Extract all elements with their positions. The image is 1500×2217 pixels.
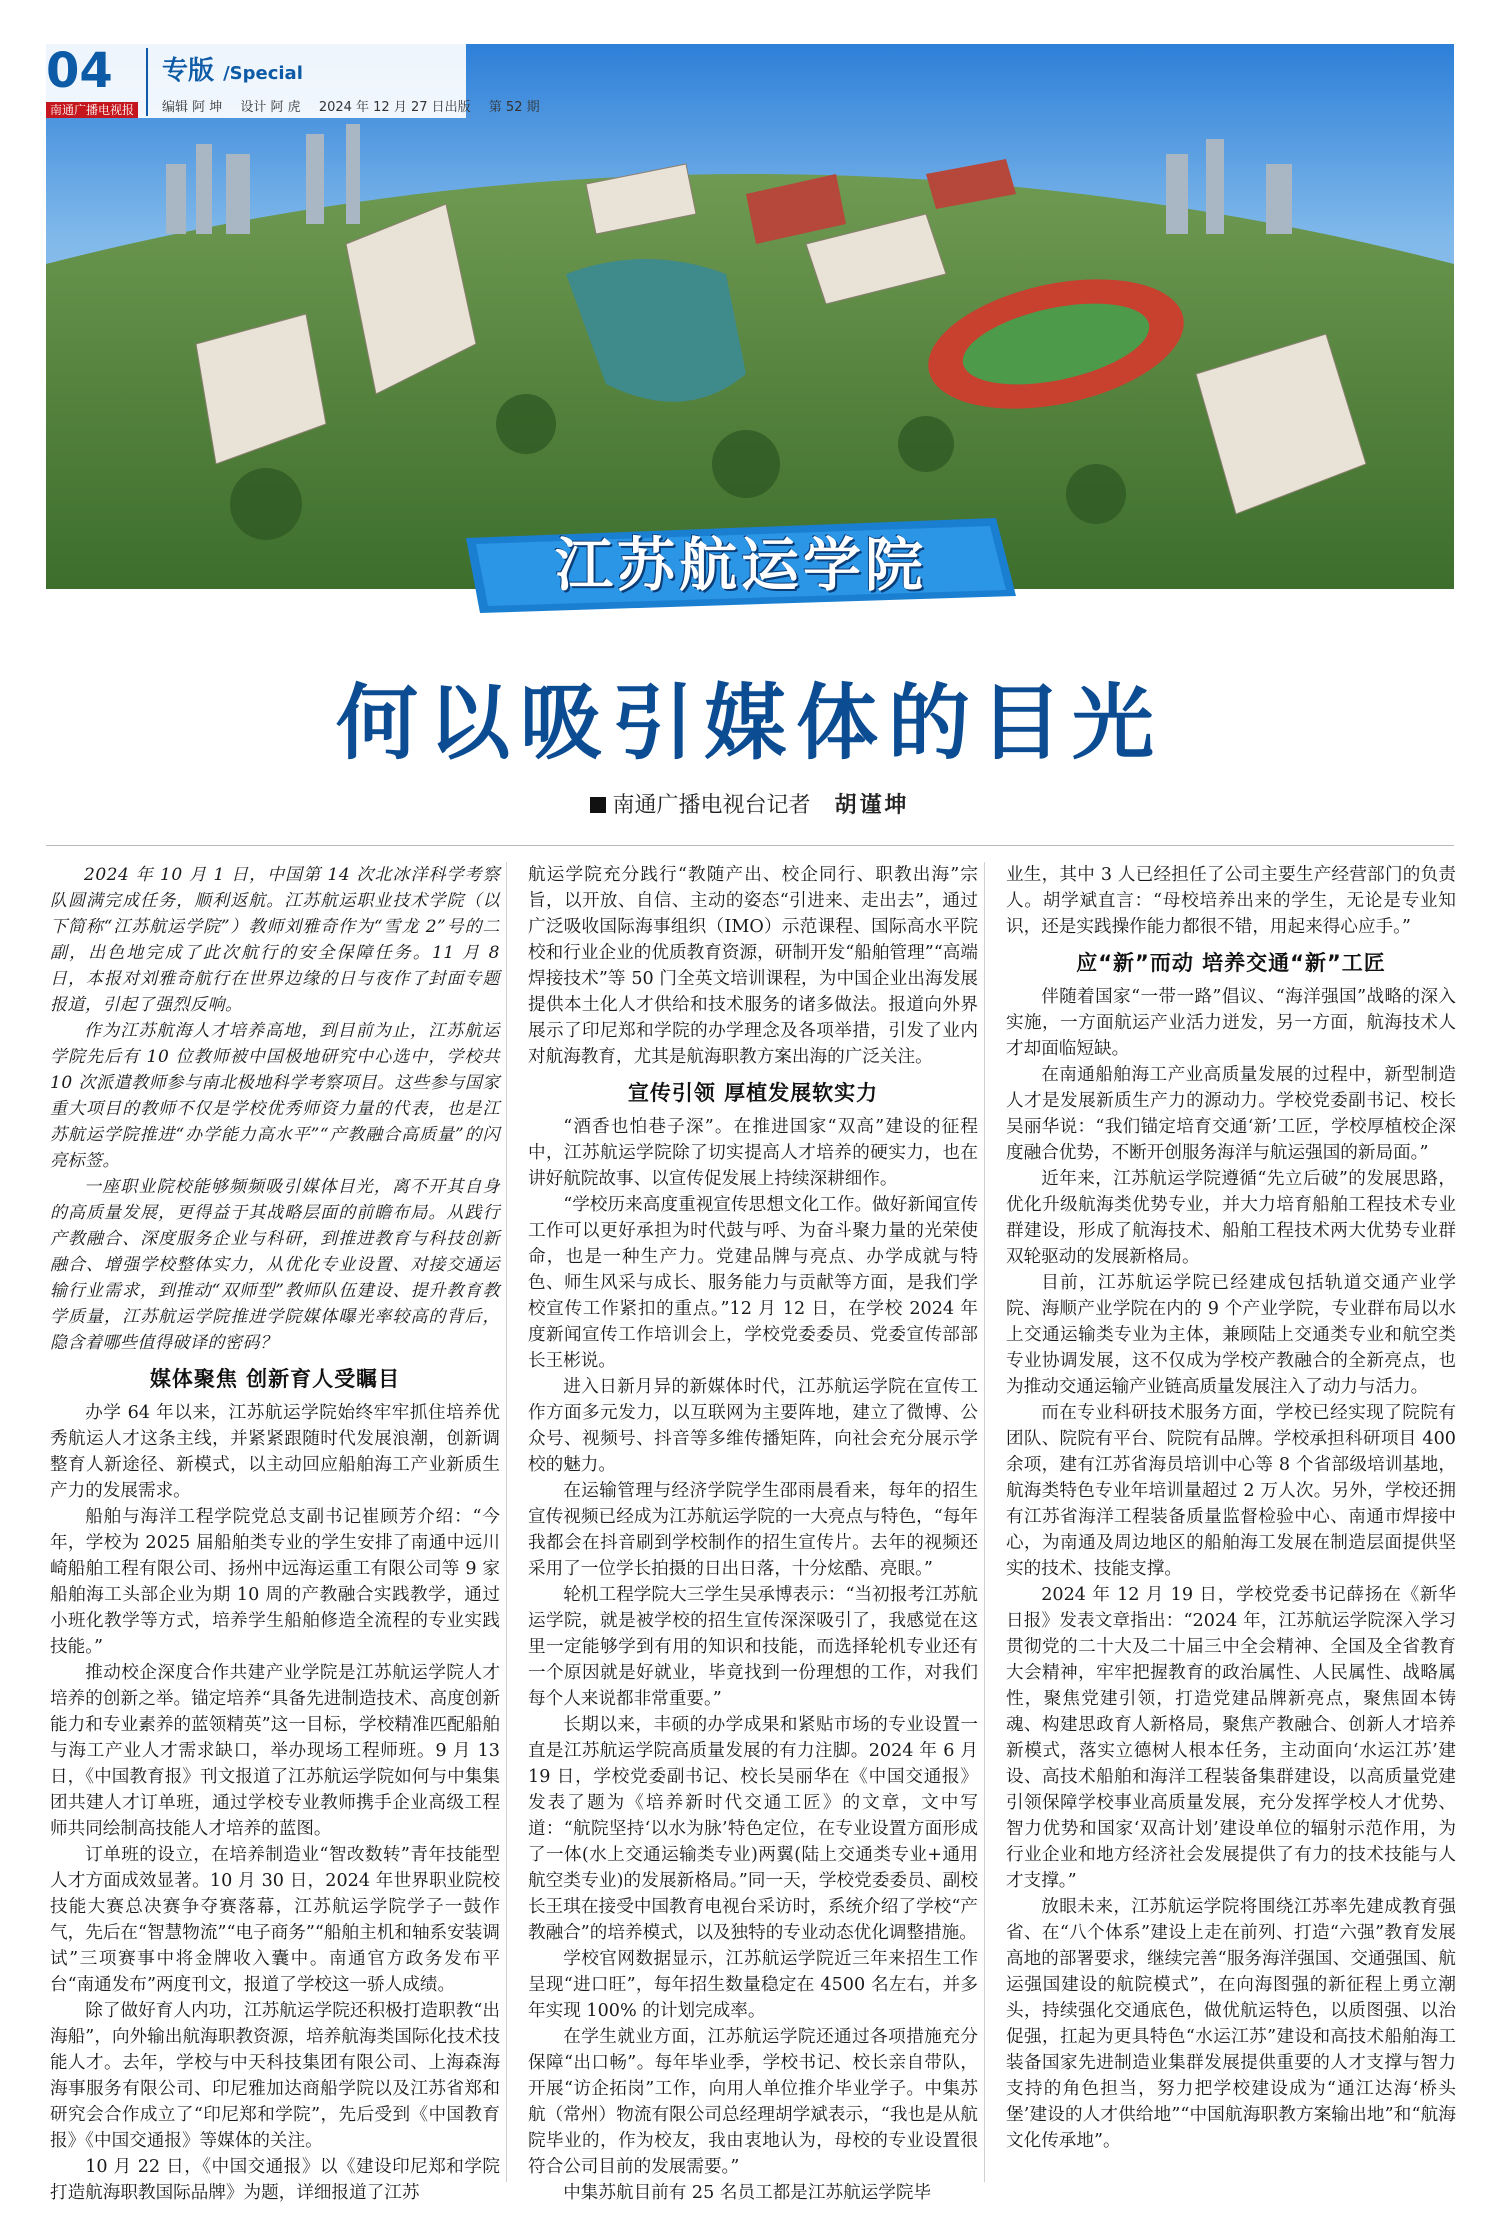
intro-paragraph: 作为江苏航海人才培养高地，到目前为止，江苏航运学院先后有 10 位教师被中国极地研究中心选中，学校共 10 次派遣教师参与南北极地科学考察项目。这些参与国家重大项目的教师不仅是学校优秀师资力量的代表，也是江苏航运学院推进“办学能力高水平”“产教融合高质量”的闪亮标签。 bbox=[50, 1021, 500, 1171]
body-paragraph: 推动校企深度合作共建产业学院是江苏航运学院人才培养的创新之举。锚定培养“具备先进制造技术、高度创新能力和专业素养的蓝领精英”这一目标，学校精准匹配船舶与海工产业人才需求缺口，举办现场工程师班。9 月 13 日，《中国教育报》刊文报道了江苏航运学院如何与中集集团共建人才订单班，通过学校专业教师携手企业高级工程师共同绘制高技能人才培养的蓝图。 bbox=[50, 1663, 500, 1839]
title-banner bbox=[466, 518, 1016, 613]
section-cn: 专版 bbox=[162, 56, 215, 86]
intro-paragraph: 一座职业院校能够频频吸引媒体目光，离不开其自身的高质量发展，更得益于其战略层面的前瞻布局。从践行产教融合、深度服务企业与科研，到推进教育与科技创新融合、增强学校整体实力，从优化专业设置、对接交通运输行业需求，到推动“双师型”教师队伍建设、提升教育教学质量，江苏航运学院推进学院媒体曝光率较高的背后，隐含着哪些值得破译的密码？ bbox=[50, 1177, 500, 1353]
byline bbox=[0, 788, 1500, 819]
paper-name: 南通广播电视报 bbox=[46, 102, 138, 118]
body-paragraph: 长期以来，丰硕的办学成果和紧贴市场的专业设置一直是江苏航运学院高质量发展的有力注脚。2024 年 6 月 19 日，学校党委副书记、校长吴丽华在《中国交通报》发表了题为《培养新时代交通工匠》的文章，文中写道：“航院坚持‘以水为脉’特色定位，在专业设置方面形成了一体(水上交通运输类专业)两翼(陆上交通类专业+通用航空类专业)的发展新格局。”同一天，学校党委委员、副校长王琪在接受中国教育电视台采访时，系统介绍了学校“产教融合”的培养模式，以及独特的专业动态优化调整措施。 bbox=[528, 1715, 978, 1943]
column-3 bbox=[1006, 862, 1456, 2154]
body-paragraph: 在学生就业方面，江苏航运学院还通过各项措施充分保障“出口畅”。每年毕业季，学校书记、校长亲自带队，开展“访企拓岗”工作，向用人单位推介毕业学子。中集苏航（常州）物流有限公司总经理胡学斌表示，“我也是从航院毕业的，作为校友，我由衷地认为，母校的专业设置很符合公司目前的发展需要。” bbox=[528, 2027, 978, 2177]
body-paragraph: 轮机工程学院大三学生吴承博表示：“当初报考江苏航运学院，就是被学校的招生宣传深深吸引了，我感觉在这里一定能够学到有用的知识和技能，而选择轮机专业还有一个原因就是好就业，毕竟找到一份理想的工作，对我们每个人来说都非常重要。” bbox=[528, 1585, 978, 1709]
body-paragraph-continued: 业生，其中 3 人已经担任了公司主要生产经营部门的负责人。胡学斌直言：“母校培养出来的学生，无论是专业知识，还是实践操作能力都很不错，用起来得心应手。” bbox=[1006, 865, 1456, 937]
column-separator bbox=[506, 862, 507, 2182]
masthead-divider bbox=[146, 48, 148, 116]
body-paragraph: 伴随着国家“一带一路”倡议、“海洋强国”战略的深入实施，一方面航运产业活力迸发，另一方面，航海技术人才却面临短缺。 bbox=[1006, 987, 1456, 1059]
masthead-info bbox=[162, 96, 554, 115]
body-paragraph: 进入日新月异的新媒体时代，江苏航运学院在宣传工作方面多元发力，以互联网为主要阵地，建立了微博、公众号、视频号、抖音等多维传播矩阵，向社会充分展示学校的魅力。 bbox=[528, 1377, 978, 1475]
body-paragraph: “酒香也怕巷子深”。在推进国家“双高”建设的征程中，江苏航运学院除了切实提高人才培养的硬实力，也在讲好航院故事、以宣传促发展上持续深耕细作。 bbox=[528, 1117, 978, 1189]
body-paragraph: 订单班的设立，在培养制造业“智改数转”青年技能型人才方面成效显著。10 月 30 日，2024 年世界职业院校技能大赛总决赛争夺赛落幕，江苏航运学院学子一鼓作气，先后在“智慧物流”“电子商务”“船舶主机和轴系安装调试”三项赛事中将金牌收入囊中。南通官方政务发布平台“南通发布”两度刊文，报道了学校这一骄人成绩。 bbox=[50, 1845, 500, 1995]
body-paragraph: 除了做好育人内功，江苏航运学院还积极打造职教“出海船”，向外输出航海职教资源，培养航海类国际化技术技能人才。去年，学校与中天科技集团有限公司、上海森海海事服务有限公司、印尼雅加达商船学院以及江苏省郑和研究会合作成立了“印尼郑和学院”，先后受到《中国教育报》《中国交通报》等媒体的关注。 bbox=[50, 2001, 500, 2151]
header-rule bbox=[46, 845, 1454, 846]
body-paragraph: 近年来，江苏航运学院遵循“先立后破”的发展思路，优化升级航海类优势专业，并大力培育船舶工程技术专业群建设，形成了航海技术、船舶工程技术两大优势专业群双轮驱动的发展新格局。 bbox=[1006, 1169, 1456, 1267]
body-paragraph: 中集苏航目前有 25 名员工都是江苏航运学院毕 bbox=[563, 2183, 932, 2203]
body-paragraph: 而在专业科研技术服务方面，学校已经实现了院院有团队、院院有平台、院院有品牌。学校承担科研项目 400 余项，建有江苏省海员培训中心等 8 个省部级培训基地，航海类特色专业年培训量超过 2 万人次。另外，学校还拥有江苏省海洋工程装备质量监督检验中心、南通市焊接中心，为南通及周边地区的船舶海工发展在制造层面提供坚实的技术、技能支撑。 bbox=[1006, 1403, 1456, 1579]
byline-square-icon bbox=[590, 797, 606, 813]
body-paragraph: 在南通船舶海工产业高质量发展的过程中，新型制造人才是发展新质生产力的源动力。学校党委副书记、校长吴丽华说：“我们锚定培育交通‘新’工匠，学校厚植校企深度融合优势，不断开创服务海洋与航运强国的新局面。” bbox=[1006, 1065, 1456, 1163]
section-heading-1: 媒体聚焦 创新育人受瞩目 bbox=[149, 1367, 401, 1391]
column-separator bbox=[984, 862, 985, 2182]
masthead bbox=[46, 44, 1454, 118]
body-paragraph: 目前，江苏航运学院已经建成包括轨道交通产业学院、海顺产业学院在内的 9 个产业学院，专业群布局以水上交通运输类专业为主体，兼顾陆上交通类专业和航空类专业协调发展，这不仅成为学校产教融合的全新亮点，也为推动交通运输产业链高质量发展注入了动力与活力。 bbox=[1006, 1273, 1456, 1397]
body-paragraph: 船舶与海洋工程学院党总支副书记崔顾芳介绍：“今年，学校为 2025 届船舶类专业的学生安排了南通中远川崎船舶工程有限公司、扬州中远海运重工有限公司等 9 家船舶海工头部企业为期 10 周的产教融合实践教学，通过小班化教学等方式，培养学生船舶修造全流程的专业实践技能。” bbox=[50, 1507, 500, 1657]
body-paragraph: 在运输管理与经济学院学生邵雨晨看来，每年的招生宣传视频已经成为江苏航运学院的一大亮点与特色，“每年我都会在抖音刷到学校制作的招生宣传片。去年的视频还采用了一位学长拍摄的日出日落，十分炫酷、亮眼。” bbox=[528, 1481, 978, 1579]
campus-aerial-photo bbox=[46, 44, 1454, 589]
body-paragraph: 10 月 22 日，《中国交通报》以《建设印尼郑和学院打造航海职教国际品牌》为题，详细报道了江苏 bbox=[50, 2157, 500, 2203]
body-paragraph: 放眼未来，江苏航运学院将围绕江苏率先建成教育强省、在“八个体系”建设上走在前列、打造“六强”教育发展高地的部署要求，继续完善“服务海洋强国、交通强国、航运强国建设的航院模式”，在向海图强的新征程上勇立潮头，持续强化交通底色，做优航运特色，以质图强、以治促强，扛起为更具特色“水运江苏”建设和高技术船舶海工装备国家先进制造业集群发展提供重要的人才支撑与智力支持的角色担当，努力把学校建设成为“通江达海‘桥头堡’建设的人才供给地”“中国航海职教方案输出地”和“航海文化传承地”。 bbox=[1006, 1897, 1456, 2151]
designer-credit: 设计 阿 虎 bbox=[240, 100, 301, 115]
byline-org: 南通广播电视台记者 bbox=[612, 793, 811, 818]
byline-name: 胡谨坤 bbox=[834, 793, 910, 818]
editor-credit: 编辑 阿 坤 bbox=[162, 100, 223, 115]
section-heading-2: 宣传引领 厚植发展软实力 bbox=[627, 1081, 879, 1105]
section-heading-3: 应“新”而动 培养交通“新”工匠 bbox=[1076, 951, 1386, 975]
banner-title: 江苏航运学院 bbox=[554, 531, 927, 599]
section-en: /Special bbox=[223, 63, 303, 84]
publish-date: 2024 年 12 月 27 日出版 bbox=[318, 100, 471, 115]
body-paragraph: “学校历来高度重视宣传思想文化工作。做好新闻宣传工作可以更好承担为时代鼓与呼、为奋斗聚力量的光荣使命，也是一种生产力。党建品牌与亮点、办学成就与特色、师生风采与成长、服务能力与贡献等方面，是我们学校宣传工作紧扣的重点。”12 月 12 日，在学校 2024 年度新闻宣传工作培训会上，学校党委委员、党委宣传部部长王彬说。 bbox=[528, 1195, 978, 1371]
body-paragraph: 学校官网数据显示，江苏航运学院近三年来招生工作呈现“进口旺”，每年招生数量稳定在 4500 名左右，并多年实现 100% 的计划完成率。 bbox=[528, 1949, 978, 2021]
issue-number: 第 52 期 bbox=[488, 100, 540, 115]
page-number: 04 bbox=[46, 43, 113, 99]
body-paragraph: 2024 年 12 月 19 日，学校党委书记薛扬在《新华日报》发表文章指出：“2024 年，江苏航运学院深入学习贯彻党的二十大及二十届三中全会精神、全国及全省教育大会精神，牢牢把握教育的政治属性、人民属性、战略属性，聚焦党建引领，打造党建品牌新亮点，聚焦固本铸魂、构建思政育人新格局，聚焦产教融合、创新人才培养新模式，落实立德树人根本任务，主动面向‘水运江苏’建设、高技术船舶和海洋工程装备集群建设，以高质量党建引领保障学校事业高质量发展，充分发挥学校人才优势、智力优势和国家‘双高计划’建设单位的辐射示范作用，为行业企业和地方经济社会发展提供了有力的技术技能与人才支撑。” bbox=[1006, 1585, 1456, 1891]
body-paragraph-continued: 航运学院充分践行“教随产出、校企同行、职教出海”宗旨，以开放、自信、主动的姿态“引进来、走出去”，通过广泛吸收国际海事组织（IMO）示范课程、国际高水平院校和行业企业的优质教育资源，研制开发“船舶管理”“高端焊接技术”等 50 门全英文培训课程，为中国企业出海发展提供本土化人才供给和技术服务的诸多做法。报道向外界展示了印尼郑和学院的办学理念及各项举措，引发了业内对航海教育，尤其是航海职教方案出海的广泛关注。 bbox=[528, 865, 978, 1067]
main-title: 何以吸引媒体的目光 bbox=[335, 675, 1164, 771]
column-2 bbox=[528, 862, 978, 2206]
section-name bbox=[162, 50, 303, 87]
intro-paragraph: 2024 年 10 月 1 日，中国第 14 次北冰洋科学考察队圆满完成任务，顺利返航。江苏航运职业技术学院（以下简称“江苏航运学院”）教师刘雅奇作为“雪龙 2”号的二副，出色地完成了此次航行的安全保障任务。11 月 8 日，本报对刘雅奇航行在世界边缘的日与夜作了封面专题报道，引起了强烈反响。 bbox=[50, 865, 500, 1015]
body-paragraph: 办学 64 年以来，江苏航运学院始终牢牢抓住培养优秀航运人才这条主线，并紧紧跟随时代发展浪潮，创新调整育人新途径、新模式，以主动回应船舶海工产业新质生产力的发展需求。 bbox=[50, 1403, 500, 1501]
column-1 bbox=[50, 862, 500, 2206]
